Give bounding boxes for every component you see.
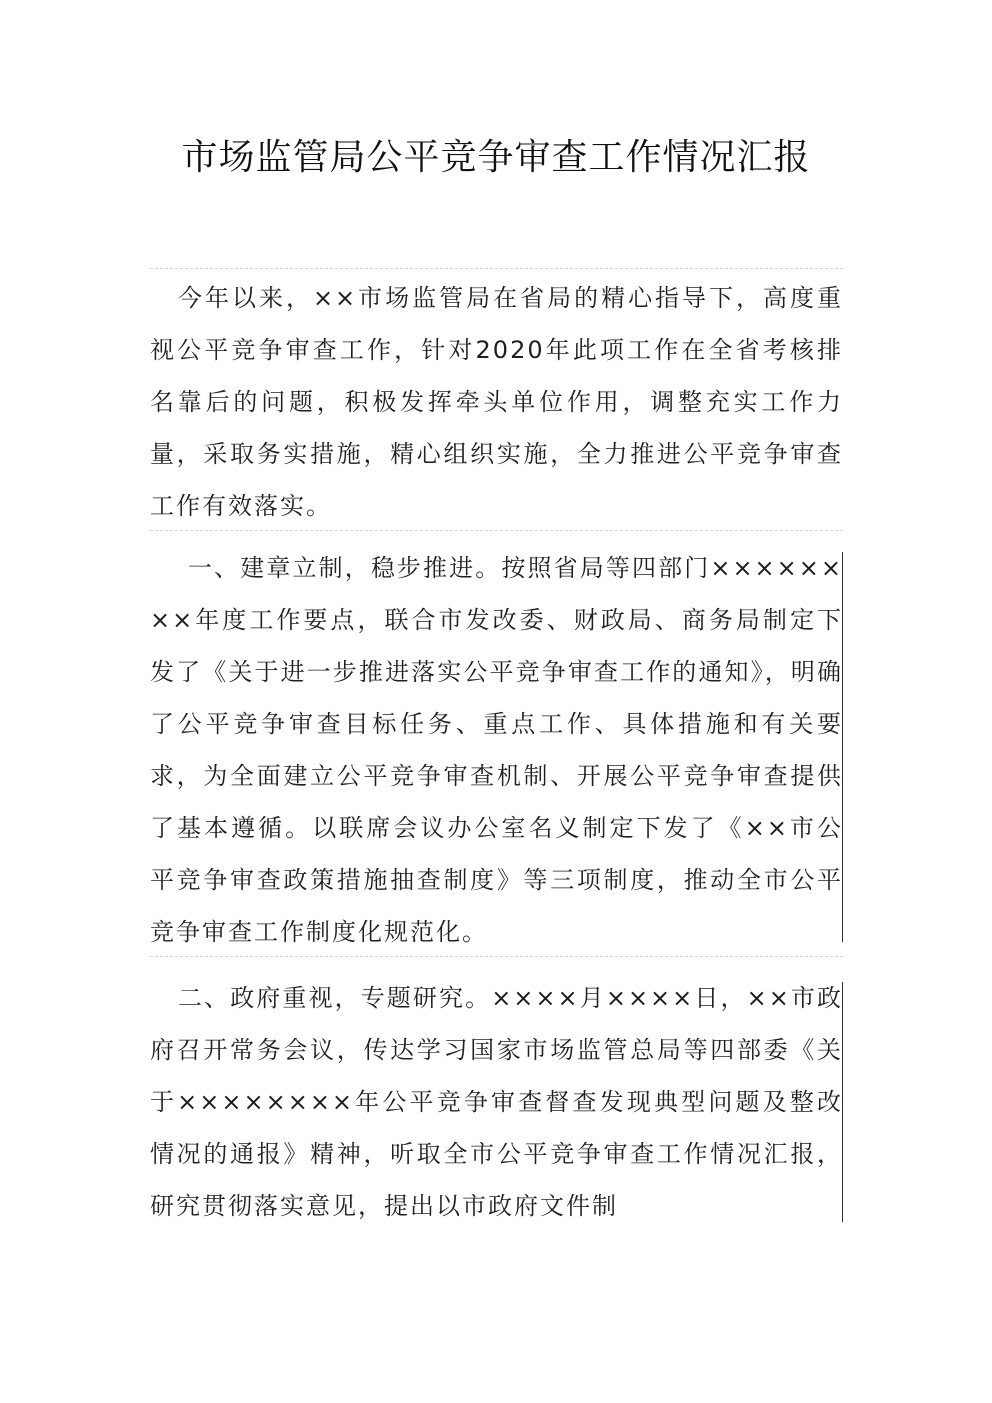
margin-line bbox=[842, 982, 843, 1222]
paragraph-intro: 今年以来，××市场监管局在省局的精心指导下，高度重视公平竞争审查工作，针对2020年此项工作在全省考核排名靠后的问题，积极发挥牵头单位作用，调整充实工作力量，采取务实措施，精心组织实施，全力推进公平竞争审查工作有效落实。 bbox=[150, 284, 843, 520]
divider bbox=[150, 268, 843, 269]
document-title: 市场监管局公平竞争审查工作情况汇报 bbox=[181, 137, 811, 178]
divider bbox=[150, 530, 843, 531]
margin-line bbox=[842, 552, 843, 942]
paragraph-section-2: 二、政府重视，专题研究。××××月××××日，××市政府召开常务会议，传达学习国家市场监管总局等四部委《关于××××××××年公平竞争审查督查发现典型问题及整改情况的通报》精神，听取全市公平竞争审查工作情况汇报，研究贯彻落实意见，提出以市政府文件制 bbox=[150, 984, 843, 1220]
paragraph-section-1: 一、建章立制，稳步推进。按照省局等四部门××××××××年度工作要点，联合市发改委、财政局、商务局制定下发了《关于进一步推进落实公平竞争审查工作的通知》，明确了公平竞争审查目标任务、重点工作、具体措施和有关要求，为全面建立公平竞争审查机制、开展公平竞争审查提供了基本遵循。以联席会议办公室名义制定下发了《××市公平竞争审查政策措施抽查制度》等三项制度，推动全市公平竞争审查工作制度化规范化。 bbox=[150, 554, 843, 946]
divider bbox=[150, 956, 843, 957]
